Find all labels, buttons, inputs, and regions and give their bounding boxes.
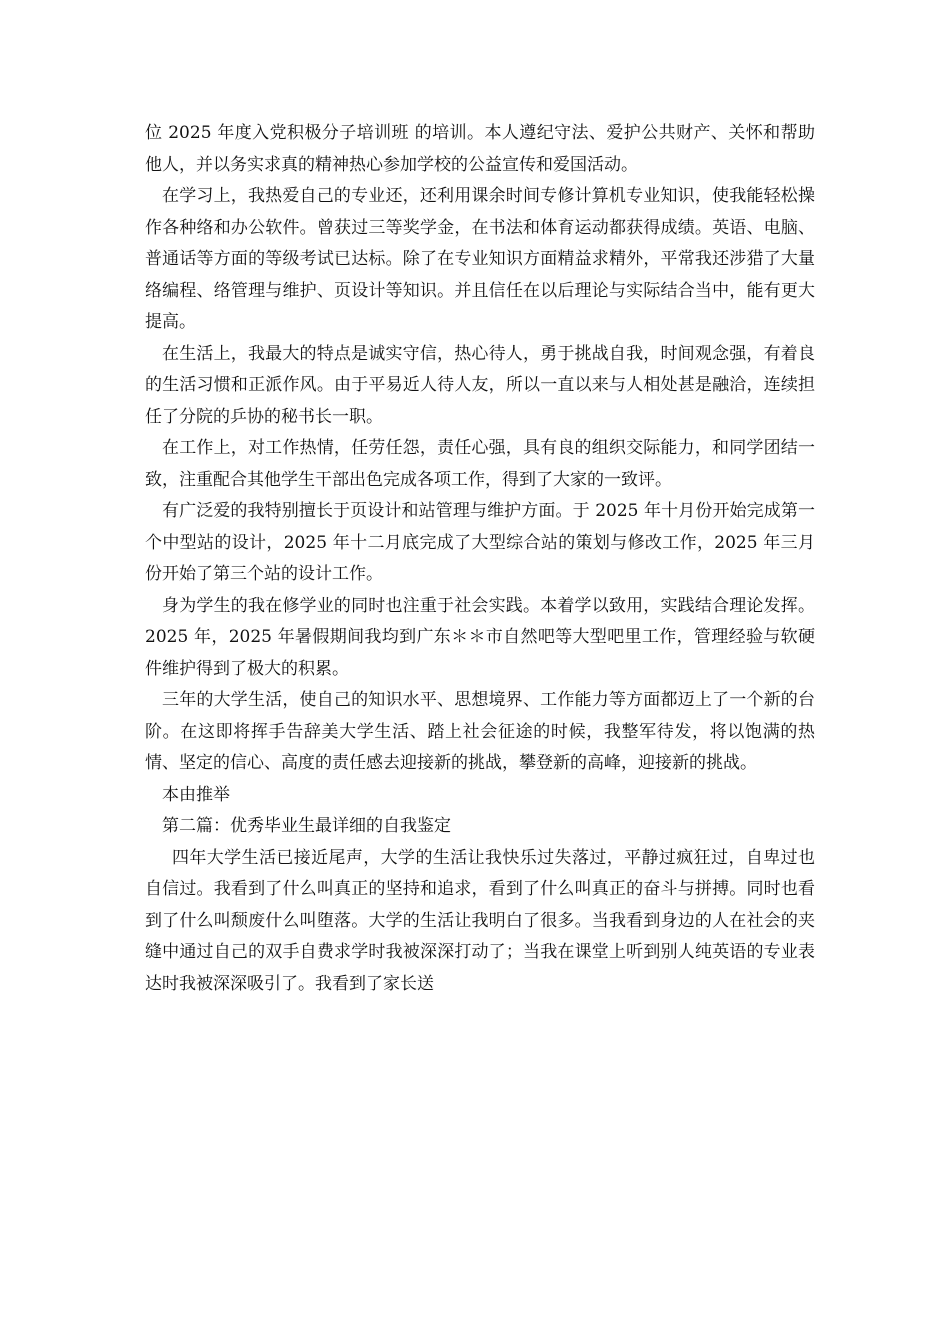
paragraph-10: 四年大学生活已接近尾声，大学的生活让我快乐过失落过，平静过疯狂过，自卑过也自信过。我看到了什么叫真正的坚持和追求，看到了什么叫真正的奋斗与拼搏。同时也看到了什么叫颓废什么叫堕落。大学的生活让我明白了很多。当我看到身边的人在社会的夹缝中通过自己的双手自费求学时我被深深打动了；当我在课堂上听到别人纯英语的专业表达时我被深深吸引了。我看到了家长送 <box>145 847 815 994</box>
paragraph-6: 身为学生的我在修学业的同时也注重于社会实践。本着学以致用，实践结合理论发挥。2025 年，2025 年暑假期间我均到广东＊＊市自然吧等大型吧里工作，管理经验与软硬件维护得到了极大的积累。 <box>145 595 815 679</box>
paragraph-5: 有广泛爱的我特别擅长于页设计和站管理与维护方面。于 2025 年十月份开始完成第一个中型站的设计，2025 年十二月底完成了大型综合站的策划与修改工作，2025 年三月份开始了第三个站的设计工作。 <box>145 501 815 584</box>
paragraph-3: 在生活上，我最大的特点是诚实守信，热心待人，勇于挑战自我，时间观念强，有着良的生活习惯和正派作风。由于平易近人待人友，所以一直以来与人相处甚是融洽，连续担任了分院的乒协的秘书长一职。 <box>145 343 815 427</box>
paragraph-2: 在学习上，我热爱自己的专业还，还利用课余时间专修计算机专业知识，使我能轻松操作各种络和办公软件。曾获过三等奖学金，在书法和体育运动都获得成绩。英语、电脑、普通话等方面的等级考试已达标。除了在专业知识方面精益求精外，平常我还涉猎了大量络编程、络管理与维护、页设计等知识。并且信任在以后理论与实际结合当中，能有更大提高。 <box>145 186 815 332</box>
paragraph-8: 本由推举 <box>162 784 230 805</box>
document-body <box>145 118 815 1000</box>
section-heading: 第二篇：优秀毕业生最详细的自我鉴定 <box>162 816 451 836</box>
paragraph-7: 三年的大学生活，使自己的知识水平、思想境界、工作能力等方面都迈上了一个新的台阶。在这即将挥手告辞美大学生活、踏上社会征途的时候，我整军待发，将以饱满的热情、坚定的信心、高度的责任感去迎接新的挑战，攀登新的高峰，迎接新的挑战。 <box>145 690 815 773</box>
paragraph-1: 位 2025 年度入党积极分子培训班 的培训。本人遵纪守法、爱护公共财产、关怀和帮助他人，并以务实求真的精神热心参加学校的公益宣传和爱国活动。 <box>145 123 815 175</box>
paragraph-4: 在工作上，对工作热情，任劳任怨，责任心强，具有良的组织交际能力，和同学团结一致，注重配合其他学生干部出色完成各项工作，得到了大家的一致评。 <box>145 438 815 490</box>
